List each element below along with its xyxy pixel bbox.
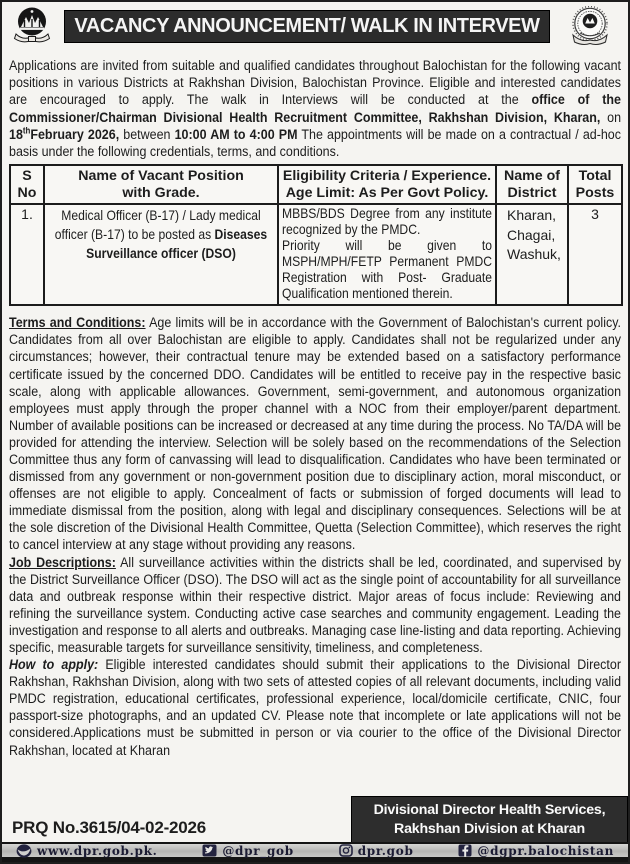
terms-body: Age limits will be in accordance with the Government of Balochistan's current policy. Candidates from all over Balochistan are eligible to apply. Candidates shall not be regularized under any circumstances; however, their contractual tenure may be extended based on a satisfactory performance certificate issued by the concerned DDO. Candidates will be entitled to receive pay in the respective basic scale, along with applicable allowances. Government, semi-government, and autonomous organization employees must apply through the proper channel with a NOC from their employer/parent department. Number of available positions can be increased or decreased at any time during the process. No TA/DA will be provided for attending the interview. Selection will be solely based on the recommendations of the Selection Committee thus any form of canvassing will lead to disqualification. Candidates who have been terminated or dismissed from any government or non-government position due to disciplinary action, moral misconduct, or offenses are not eligible to apply. Concealment of facts or submission of forged documents will lead to immediate dismissal from the position, along with legal and disciplinary consequences. Selections will be at the sole discretion of the Divisional Health Committee, Quetta (Selection Committee), which reserves the right to cancel interview at any stage without providing any reasons. — [9, 315, 622, 554]
intro-bold-office: office of the Commissioner/Chairman Divisional Health Recruitment Committee, Rakhshan Division, Kharan, — [9, 92, 622, 126]
balochistan-crest-left-icon — [9, 6, 55, 51]
col-header-district: Name of District — [496, 165, 568, 204]
sno-cell: 1. — [10, 204, 44, 305]
website-text: www.dpr.gob.pk. — [37, 843, 158, 858]
facebook-icon — [458, 844, 472, 857]
table-header-row — [10, 165, 622, 204]
district-cell — [496, 204, 568, 305]
district-item: Kharan, — [507, 207, 557, 224]
eligibility-priority: Priority will be given to MSPH/MPH/FETP Permanent PMDC Registration with Post- Graduate Qualification mentioned therein. — [282, 238, 493, 302]
twitter-item — [202, 844, 294, 858]
instagram-item — [339, 844, 414, 858]
vacancy-table — [9, 164, 623, 306]
page-title: VACANCY ANNOUNCEMENT/ WALK IN INTERVEW — [74, 15, 540, 37]
date-ordinal: th — [22, 125, 31, 136]
job-descriptions-body: All surveillance activities within the districts shall be led, coordinated, and supervised by the District Surveillance Officer (DSO). The DSO will act as the single point of accountability for all surveillance data and outbreak response within their respective district. Major areas of focus include: Reviewing and refining the surveillance system. Conducting active case searches and community engagement. Leading the investigation and response to all alerts and outbreaks. Managing case line-listing and data reporting. Achieving specific, measurable targets for surveillance sensitivity, timeliness, and completeness. — [9, 554, 622, 656]
intro-paragraph: Applications are invited from suitable and qualified candidates throughout Balochistan for the following vacant positions in various Districts at Rakhshan Division, Balochistan Province. Eligible and interested candidates are encouraged to apply. The walk in Interviews will be conducted at the office of the Commissioner/Chairman Divisional Health Recruitment Committee, Rakhshan Division, Kharan, on 18thFebruary 2026, between 10:00 AM to 4:00 PM The appointments will be made on a contractual / ad-hoc basis under the following credentials, terms, and conditions. — [9, 58, 622, 161]
col-header-eligibility: Eligibility Criteria / Experience. Age Limit: As Per Govt Policy. — [278, 165, 496, 204]
eligibility-cell — [278, 204, 496, 305]
twitter-icon — [202, 844, 217, 857]
facebook-handle: @dgpr.balochistan — [477, 843, 614, 858]
balochistan-crest-right-icon — [559, 6, 621, 55]
interview-time: 10:00 AM to 4:00 PM — [174, 126, 298, 143]
terms-label: Terms and Conditions: — [9, 315, 146, 332]
how-to-apply-body: Eligible interested candidates should submit their applications to the Divisional Director Rakhshan, Rakhshan Division, along with two sets of attested copies of all relevant documents, including valid PMDC registration, educational certificates, professional experience, local/domicile certificate, CNIC, four passport-size photographs, and an updated CV. Please note that incomplete or late applications will not be considered.Applications must be submitted in person or via courier to the office of the Divisional Director Rakhshan, located at Kharan — [9, 657, 622, 759]
terms-section — [9, 315, 621, 554]
intro-text: Applications are invited from suitable and qualified candidates throughout Balochistan for the following vacant positions in various Districts at Rakhshan Division, Balochistan Province. Eligible and interested candidates are encouraged to apply. The walk in Interviews will be conducted at the — [9, 58, 622, 109]
signature-line-2: Rakhshan Division at Kharan — [394, 820, 585, 837]
position-bold-title: Diseases Surveillance officer (DSO) — [86, 227, 268, 262]
signature-box — [351, 796, 628, 843]
how-to-apply-label: How to apply: — [9, 657, 99, 674]
eligibility-degree: MBBS/BDS Degree from any institute recognized by the PMDC. — [282, 206, 493, 238]
position-cell: Medical Officer (B-17) / Lady medical officer (B-17) to be posted as Diseases Surveillance officer (DSO) — [44, 204, 278, 305]
col-header-position: Name of Vacant Position with Grade. — [44, 165, 278, 204]
job-descriptions-section — [9, 555, 621, 658]
website-item — [16, 844, 158, 858]
footer-bar — [2, 842, 628, 862]
interview-date: 18 — [9, 126, 23, 143]
facebook-item — [458, 844, 614, 858]
prq-number: PRQ No.3615/04-02-2026 — [12, 818, 207, 837]
globe-icon — [16, 844, 32, 858]
total-posts-cell: 3 — [568, 204, 622, 305]
twitter-handle: @dpr_gob — [222, 843, 294, 858]
instagram-handle: dpr.gob — [357, 843, 414, 858]
table-row — [10, 204, 622, 305]
district-item: Chagai, — [507, 226, 556, 243]
title-bar — [64, 10, 550, 43]
district-item: Washuk, — [507, 246, 561, 263]
document-header — [9, 6, 621, 55]
job-descriptions-label: Job Descriptions: — [9, 554, 116, 571]
how-to-apply-section — [9, 657, 621, 760]
col-header-total-posts: Total Posts — [568, 165, 622, 204]
signature-line-1: Divisional Director Health Services, — [373, 802, 606, 818]
instagram-icon — [339, 844, 353, 857]
col-header-sno: S No — [10, 165, 44, 204]
